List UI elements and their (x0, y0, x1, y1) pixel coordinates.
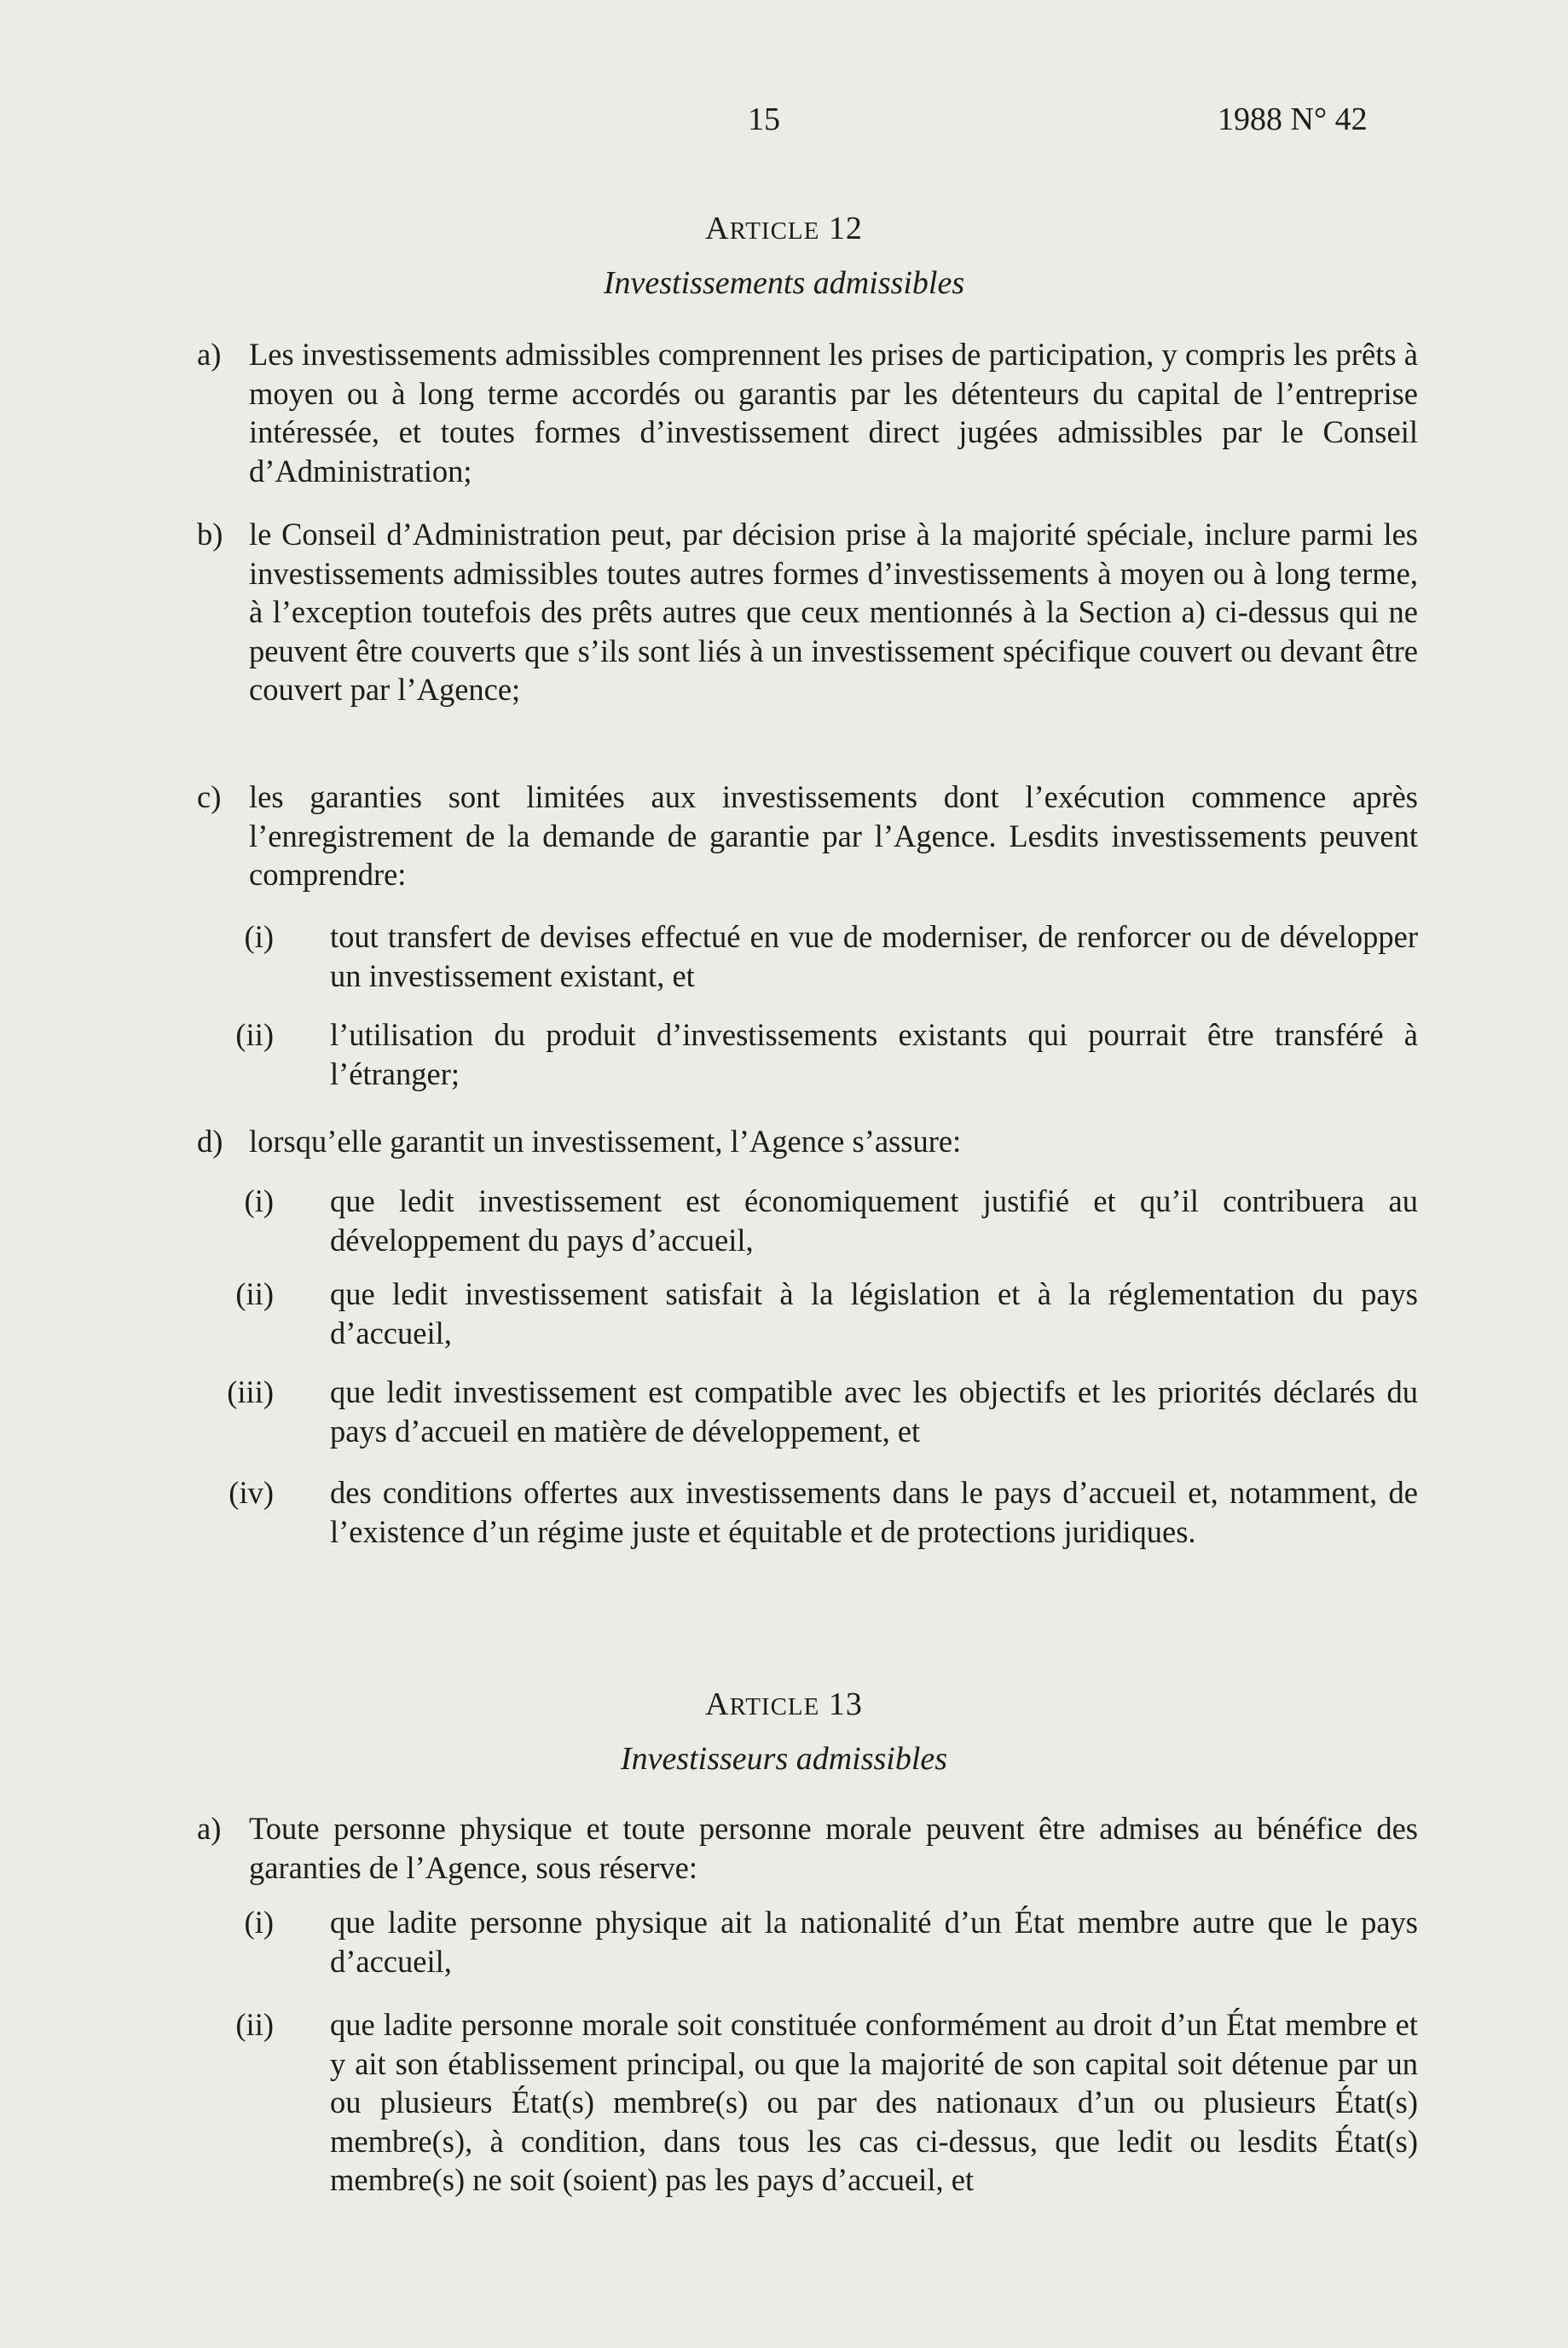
subparagraph-label: (i) (244, 1183, 274, 1218)
article-13-paragraph-a (197, 1809, 1418, 1887)
article-12-paragraph-d-iii (227, 1373, 1418, 1450)
paragraph-label: d) (197, 1124, 223, 1159)
paragraph-text: Toute personne physique et toute personne morale peuvent être admises au bénéfice des garanties de l’Agence, sous réserve: (249, 1811, 1418, 1885)
subparagraph-label: (i) (244, 919, 274, 954)
article-12-paragraph-c (197, 778, 1418, 894)
article-13-subtitle: Investisseurs admissibles (620, 1741, 948, 1777)
paragraph-text: le Conseil d’Administration peut, par décision prise à la majorité spéciale, inclure parmi les investissements admissibles toutes autres formes d’investissements à moyen ou à long terme, à l’exception toutefois des prêts autres que ceux mentionnés à la Section a) ci-dessus qui ne peuvent être couverts que s’ils sont liés à un investissement spécifique couvert ou devant être couvert par l’Agence; (249, 517, 1418, 707)
article-13-paragraph-a-i (244, 1903, 1418, 1981)
paragraph-label: c) (197, 779, 222, 814)
article-number: 12 (828, 211, 863, 246)
article-12-paragraph-a (197, 335, 1418, 490)
article-12-paragraph-d-i (244, 1182, 1418, 1259)
subparagraph-label: (iii) (227, 1374, 274, 1409)
article-title-rest: RTICLE (729, 217, 820, 245)
paragraph-text: les garanties sont limitées aux investissements dont l’exécution commence après l’enregistrement de la demande de garantie par l’Agence. Lesdits investissements peuvent comprendre: (249, 779, 1418, 892)
subparagraph-text: que ledit investissement satisfait à la législation et à la réglementation du pays d’accueil, (330, 1276, 1418, 1350)
paragraph-label: a) (197, 337, 222, 372)
article-13-title (0, 1686, 1568, 1723)
subparagraph-label: (ii) (235, 2007, 274, 2042)
article-number: 13 (828, 1686, 863, 1722)
page-number: 15 (748, 101, 780, 137)
article-12-subtitle: Investissements admissibles (603, 265, 965, 301)
subparagraph-label: (iv) (229, 1475, 274, 1510)
subparagraph-label: (ii) (235, 1017, 274, 1052)
subparagraph-text: l’utilisation du produit d’investissements existants qui pourrait être transféré à l’étranger; (330, 1017, 1418, 1091)
subparagraph-text: que ledit investissement est économiquement justifié et qu’il contribuera au développement du pays d’accueil, (330, 1183, 1418, 1258)
subparagraph-label: (i) (244, 1905, 274, 1940)
subparagraph-label: (ii) (235, 1276, 274, 1311)
article-title-initial: A (705, 211, 730, 246)
article-title-rest: RTICLE (729, 1693, 820, 1721)
paragraph-text: Les investissements admissibles comprennent les prises de participation, y compris les prêts à moyen ou à long terme accordés ou garantis par les détenteurs du capital de l’entreprise intéressée, et toutes formes d’investissement direct jugées admissibles par le Conseil d’Administration; (249, 337, 1418, 489)
article-12-paragraph-b (197, 515, 1418, 709)
subparagraph-text: des conditions offertes aux investissements dans le pays d’accueil et, notamment, de l’existence d’un régime juste et équitable et de protections juridiques. (330, 1475, 1418, 1549)
subparagraph-text: que ledit investissement est compatible avec les objectifs et les priorités déclarés du pays d’accueil en matière de développement, et (330, 1374, 1418, 1449)
paragraph-label: a) (197, 1811, 222, 1846)
article-title-initial: A (705, 1686, 730, 1722)
year-and-issue-number: 1988 N° 42 (1218, 101, 1368, 137)
article-13-paragraph-a-ii (235, 2005, 1418, 2200)
article-12-paragraph-d-ii (235, 1275, 1418, 1352)
article-12-paragraph-d (197, 1122, 1418, 1161)
article-12-paragraph-d-iv (229, 1473, 1418, 1551)
subparagraph-text: que ladite personne physique ait la nationalité d’un État membre autre que le pays d’accueil, (330, 1905, 1418, 1979)
article-12-title (0, 210, 1568, 247)
article-12-paragraph-c-i (244, 917, 1418, 995)
paragraph-text: lorsqu’elle garantit un investissement, l’Agence s’assure: (249, 1124, 962, 1159)
subparagraph-text: tout transfert de devises effectué en vue de moderniser, de renforcer ou de développer un investissement existant, et (330, 919, 1418, 993)
subparagraph-text: que ladite personne morale soit constituée conformément au droit d’un État membre et y ait son établissement principal, ou que la majorité de son capital soit détenue par un ou plusieurs État(s) membre(s) ou par des nationaux d’un ou plusieurs État(s) membre(s), à condition, dans tous les cas ci-dessus, que ledit ou lesdits État(s) membre(s) ne soit (soient) pas les pays d’accueil, et (330, 2007, 1418, 2197)
paragraph-label: b) (197, 517, 223, 552)
article-12-paragraph-c-ii (235, 1015, 1418, 1093)
